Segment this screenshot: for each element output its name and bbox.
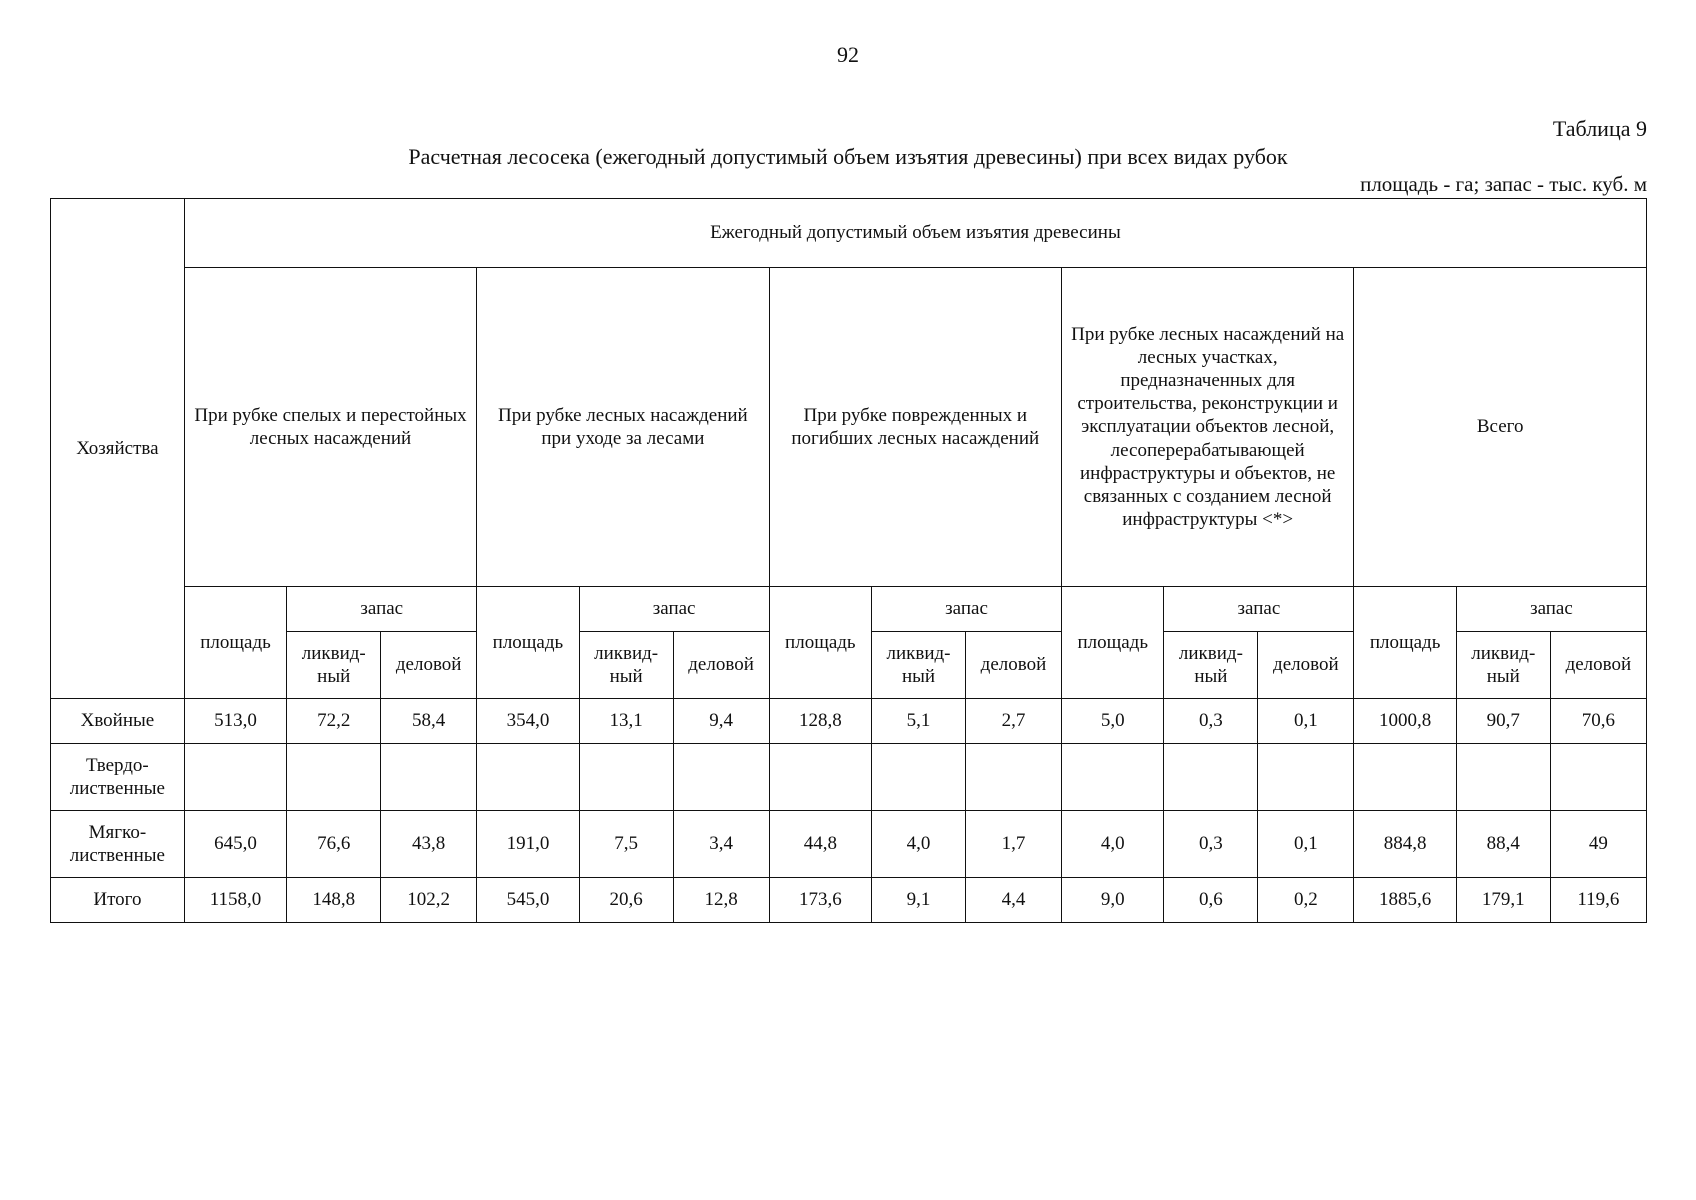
table-cell: 70,6 <box>1550 699 1646 744</box>
table-row <box>51 878 1647 923</box>
table-cell <box>872 744 966 811</box>
col-liquid-header: ликвид- ный <box>287 632 381 699</box>
col-stock-header: запас <box>1164 587 1354 632</box>
table-cell: 1000,8 <box>1354 699 1457 744</box>
table-cell: 191,0 <box>477 811 580 878</box>
col-business-header: деловой <box>673 632 769 699</box>
col-area-header: площадь <box>1354 587 1457 699</box>
category-header-4: При рубке лесных насаждений на лесных участках, предназначенных для строительства, реконструкции и эксплуатации объектов лесной, лесоперерабатывающей инфраструктуры и объектов, не связанных с созданием лесной инфраструктуры <*> <box>1061 268 1353 587</box>
col-liquid-header: ликвид- ный <box>1164 632 1258 699</box>
col-business-header: деловой <box>1258 632 1354 699</box>
table-cell: 7,5 <box>579 811 673 878</box>
row-name: Итого <box>51 878 185 923</box>
category-header-5: Всего <box>1354 268 1647 587</box>
table-cell: 0,2 <box>1258 878 1354 923</box>
table-cell: 0,3 <box>1164 811 1258 878</box>
table-cell: 1158,0 <box>184 878 287 923</box>
table-cell: 9,4 <box>673 699 769 744</box>
col-stock-header: запас <box>1456 587 1646 632</box>
table-cell: 13,1 <box>579 699 673 744</box>
table-cell: 9,0 <box>1061 878 1164 923</box>
harvest-table <box>50 198 1647 923</box>
table-row <box>51 744 1647 811</box>
table-caption: Расчетная лесосека (ежегодный допустимый объем изъятия древесины) при всех видах рубок <box>408 144 1288 169</box>
table-cell: 0,1 <box>1258 699 1354 744</box>
table-cell <box>1258 744 1354 811</box>
table-cell: 645,0 <box>184 811 287 878</box>
table-cell: 90,7 <box>1456 699 1550 744</box>
col-liquid-header: ликвид- ный <box>1456 632 1550 699</box>
table-cell: 5,1 <box>872 699 966 744</box>
page-number: 92 <box>837 42 859 67</box>
main-header: Ежегодный допустимый объем изъятия древесины <box>184 199 1646 268</box>
category-header-2: При рубке лесных насаждений при уходе за лесами <box>477 268 769 587</box>
table-cell: 72,2 <box>287 699 381 744</box>
category-header-3: При рубке поврежденных и погибших лесных насаждений <box>769 268 1061 587</box>
category-header-1: При рубке спелых и перестойных лесных насаждений <box>184 268 476 587</box>
col-stock-header: запас <box>287 587 477 632</box>
table-cell: 0,3 <box>1164 699 1258 744</box>
table-cell: 1885,6 <box>1354 878 1457 923</box>
table-cell: 884,8 <box>1354 811 1457 878</box>
col-area-header: площадь <box>477 587 580 699</box>
col-stock-header: запас <box>579 587 769 632</box>
table-cell: 5,0 <box>1061 699 1164 744</box>
table-cell: 49 <box>1550 811 1646 878</box>
table-row <box>51 699 1647 744</box>
col-liquid-header: ликвид- ный <box>872 632 966 699</box>
col-business-header: деловой <box>965 632 1061 699</box>
col-area-header: площадь <box>184 587 287 699</box>
table-cell <box>1164 744 1258 811</box>
table-cell: 128,8 <box>769 699 872 744</box>
table-cell: 20,6 <box>579 878 673 923</box>
table-cell <box>287 744 381 811</box>
col-business-header: деловой <box>1550 632 1646 699</box>
table-cell: 2,7 <box>965 699 1061 744</box>
table-cell: 4,0 <box>1061 811 1164 878</box>
table-cell <box>965 744 1061 811</box>
table-cell: 102,2 <box>381 878 477 923</box>
table-cell: 58,4 <box>381 699 477 744</box>
row-name: Мягко- лиственные <box>51 811 185 878</box>
table-cell: 12,8 <box>673 878 769 923</box>
table-cell: 3,4 <box>673 811 769 878</box>
table-cell: 44,8 <box>769 811 872 878</box>
table-cell: 119,6 <box>1550 878 1646 923</box>
table-cell: 9,1 <box>872 878 966 923</box>
table-cell <box>1456 744 1550 811</box>
table-cell: 4,4 <box>965 878 1061 923</box>
table-cell <box>579 744 673 811</box>
row-header-cell: Хозяйства <box>51 199 185 699</box>
table-row <box>51 811 1647 878</box>
table-cell <box>673 744 769 811</box>
table-cell <box>184 744 287 811</box>
table-cell: 148,8 <box>287 878 381 923</box>
table-cell: 0,1 <box>1258 811 1354 878</box>
units-note: площадь - га; запас - тыс. куб. м <box>1360 172 1647 196</box>
col-area-header: площадь <box>1061 587 1164 699</box>
table-cell: 88,4 <box>1456 811 1550 878</box>
col-business-header: деловой <box>381 632 477 699</box>
table-cell: 0,6 <box>1164 878 1258 923</box>
row-name: Твердо- лиственные <box>51 744 185 811</box>
table-cell <box>1550 744 1646 811</box>
table-cell: 513,0 <box>184 699 287 744</box>
table-label: Таблица 9 <box>1552 116 1647 141</box>
row-name: Хвойные <box>51 699 185 744</box>
table-cell: 545,0 <box>477 878 580 923</box>
table-cell <box>381 744 477 811</box>
table-cell <box>1061 744 1164 811</box>
table-cell <box>477 744 580 811</box>
col-area-header: площадь <box>769 587 872 699</box>
table-cell: 179,1 <box>1456 878 1550 923</box>
table-cell <box>1354 744 1457 811</box>
table-cell: 76,6 <box>287 811 381 878</box>
table-cell: 1,7 <box>965 811 1061 878</box>
table-cell: 173,6 <box>769 878 872 923</box>
table-cell <box>769 744 872 811</box>
table-cell: 4,0 <box>872 811 966 878</box>
col-liquid-header: ликвид- ный <box>579 632 673 699</box>
table-cell: 354,0 <box>477 699 580 744</box>
table-cell: 43,8 <box>381 811 477 878</box>
col-stock-header: запас <box>872 587 1062 632</box>
